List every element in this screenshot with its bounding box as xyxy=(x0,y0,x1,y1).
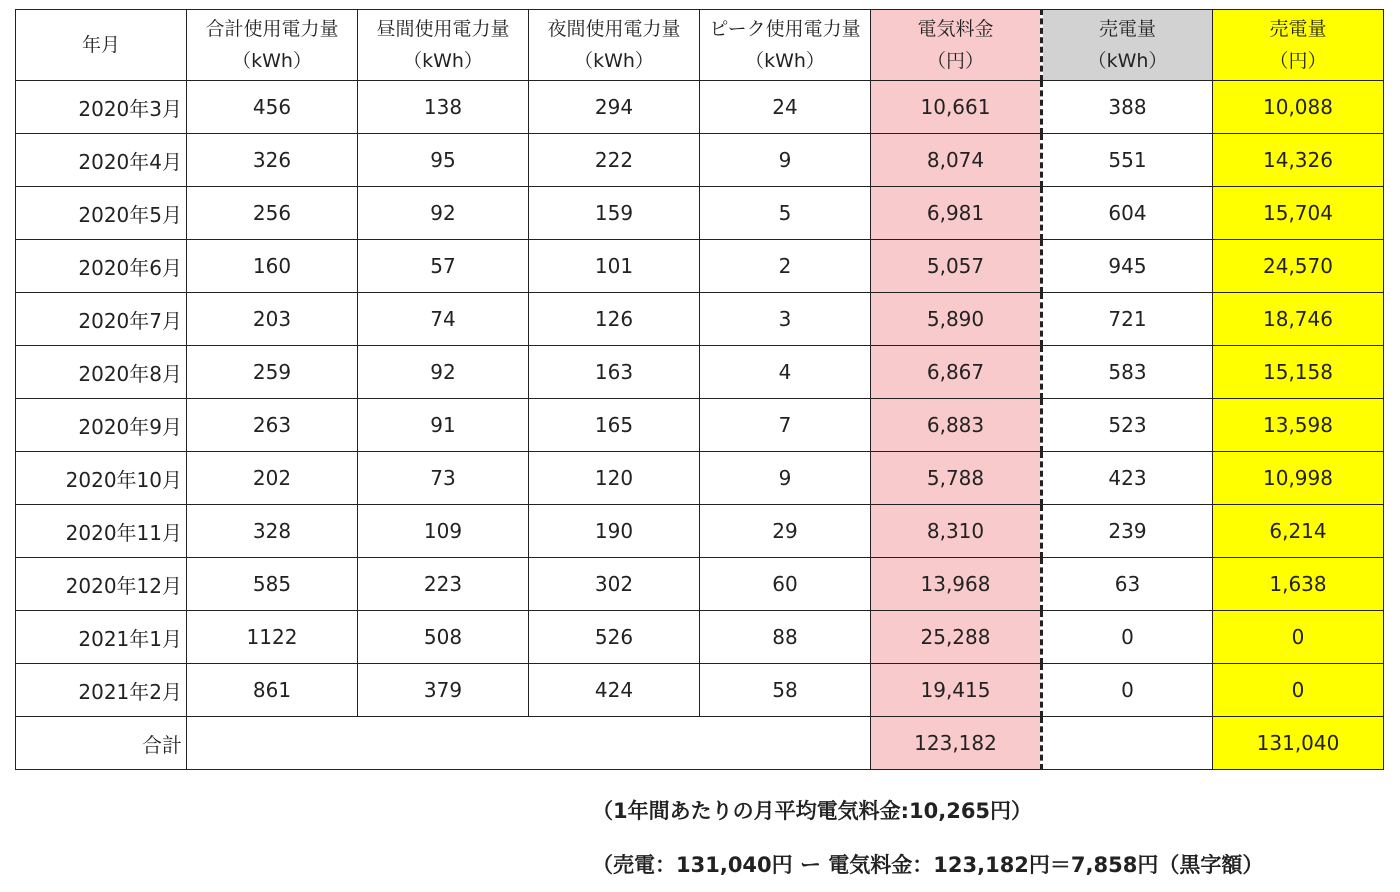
cell-electricity-cost: 6,981 xyxy=(871,187,1042,240)
table-row xyxy=(16,81,1384,134)
cell-night-usage: 302 xyxy=(529,558,700,611)
cell-night-usage: 222 xyxy=(529,134,700,187)
table-row xyxy=(16,664,1384,717)
balance-note: （売電：131,040円 ー 電気料金：123,182円＝7,858円（黒字額） xyxy=(592,853,1264,877)
cell-day-usage: 109 xyxy=(358,505,529,558)
cell-sold-yen: 24,570 xyxy=(1213,240,1384,293)
table-row xyxy=(16,452,1384,505)
total-electricity-cost: 123,182 xyxy=(871,717,1042,770)
cell-total-usage: 203 xyxy=(187,293,358,346)
table-row xyxy=(16,187,1384,240)
cell-total-usage: 585 xyxy=(187,558,358,611)
cell-month: 2020年5月 xyxy=(16,187,187,240)
cell-peak-usage: 4 xyxy=(700,346,871,399)
cell-sold-kwh: 523 xyxy=(1042,399,1213,452)
cell-sold-yen: 6,214 xyxy=(1213,505,1384,558)
cell-total-usage: 326 xyxy=(187,134,358,187)
cell-day-usage: 57 xyxy=(358,240,529,293)
cell-sold-yen: 10,088 xyxy=(1213,81,1384,134)
cell-month: 2021年2月 xyxy=(16,664,187,717)
cell-sold-yen: 10,998 xyxy=(1213,452,1384,505)
cell-total-usage: 861 xyxy=(187,664,358,717)
total-sold-yen: 131,040 xyxy=(1213,717,1384,770)
table-row xyxy=(16,505,1384,558)
cell-night-usage: 294 xyxy=(529,81,700,134)
cell-electricity-cost: 6,867 xyxy=(871,346,1042,399)
cell-total-usage: 256 xyxy=(187,187,358,240)
header-night-usage: 夜間使用電力量 （kWh） xyxy=(529,10,700,81)
cell-month: 2020年4月 xyxy=(16,134,187,187)
cell-sold-kwh: 63 xyxy=(1042,558,1213,611)
table-row xyxy=(16,558,1384,611)
table-row xyxy=(16,293,1384,346)
cell-electricity-cost: 8,310 xyxy=(871,505,1042,558)
cell-sold-yen: 13,598 xyxy=(1213,399,1384,452)
cell-night-usage: 159 xyxy=(529,187,700,240)
cell-day-usage: 379 xyxy=(358,664,529,717)
cell-total-usage: 160 xyxy=(187,240,358,293)
total-row xyxy=(16,717,1384,770)
cell-day-usage: 508 xyxy=(358,611,529,664)
cell-night-usage: 101 xyxy=(529,240,700,293)
cell-night-usage: 424 xyxy=(529,664,700,717)
cell-month: 2020年11月 xyxy=(16,505,187,558)
cell-total-usage: 263 xyxy=(187,399,358,452)
cell-month: 2020年12月 xyxy=(16,558,187,611)
header-peak-usage: ピーク使用電力量 （kWh） xyxy=(700,10,871,81)
cell-electricity-cost: 25,288 xyxy=(871,611,1042,664)
cell-electricity-cost: 6,883 xyxy=(871,399,1042,452)
cell-month: 2020年9月 xyxy=(16,399,187,452)
header-sold-kwh: 売電量 （kWh） xyxy=(1042,10,1213,81)
cell-sold-yen: 1,638 xyxy=(1213,558,1384,611)
cell-night-usage: 190 xyxy=(529,505,700,558)
monthly-average-note: （1年間あたりの月平均電気料金:10,265円） xyxy=(592,799,1033,823)
cell-night-usage: 120 xyxy=(529,452,700,505)
cell-day-usage: 74 xyxy=(358,293,529,346)
cell-day-usage: 95 xyxy=(358,134,529,187)
cell-electricity-cost: 8,074 xyxy=(871,134,1042,187)
cell-night-usage: 126 xyxy=(529,293,700,346)
cell-peak-usage: 58 xyxy=(700,664,871,717)
cell-sold-kwh: 239 xyxy=(1042,505,1213,558)
table-row xyxy=(16,240,1384,293)
table-row xyxy=(16,399,1384,452)
cell-total-usage: 202 xyxy=(187,452,358,505)
cell-day-usage: 92 xyxy=(358,346,529,399)
cell-electricity-cost: 13,968 xyxy=(871,558,1042,611)
cell-total-usage: 259 xyxy=(187,346,358,399)
total-blank xyxy=(187,717,871,770)
cell-month: 2020年3月 xyxy=(16,81,187,134)
cell-day-usage: 92 xyxy=(358,187,529,240)
cell-peak-usage: 2 xyxy=(700,240,871,293)
header-electricity-cost: 電気料金 （円） xyxy=(871,10,1042,81)
header-total-usage: 合計使用電力量 （kWh） xyxy=(187,10,358,81)
cell-night-usage: 526 xyxy=(529,611,700,664)
table-body xyxy=(16,81,1384,770)
cell-day-usage: 223 xyxy=(358,558,529,611)
cell-month: 2020年10月 xyxy=(16,452,187,505)
cell-sold-yen: 0 xyxy=(1213,664,1384,717)
cell-sold-yen: 15,158 xyxy=(1213,346,1384,399)
table-row xyxy=(16,134,1384,187)
cell-sold-kwh: 551 xyxy=(1042,134,1213,187)
header-sold-yen: 売電量 （円） xyxy=(1213,10,1384,81)
cell-month: 2020年6月 xyxy=(16,240,187,293)
cell-night-usage: 163 xyxy=(529,346,700,399)
cell-sold-kwh: 423 xyxy=(1042,452,1213,505)
cell-month: 2020年7月 xyxy=(16,293,187,346)
cell-month: 2021年1月 xyxy=(16,611,187,664)
total-sold-kwh-blank xyxy=(1042,717,1213,770)
cell-day-usage: 138 xyxy=(358,81,529,134)
cell-peak-usage: 24 xyxy=(700,81,871,134)
cell-total-usage: 456 xyxy=(187,81,358,134)
header-row xyxy=(16,10,1384,81)
cell-sold-kwh: 0 xyxy=(1042,611,1213,664)
table-row xyxy=(16,346,1384,399)
cell-peak-usage: 60 xyxy=(700,558,871,611)
cell-electricity-cost: 5,057 xyxy=(871,240,1042,293)
cell-electricity-cost: 10,661 xyxy=(871,81,1042,134)
cell-sold-yen: 15,704 xyxy=(1213,187,1384,240)
cell-peak-usage: 9 xyxy=(700,134,871,187)
header-day-usage: 昼間使用電力量 （kWh） xyxy=(358,10,529,81)
cell-total-usage: 1122 xyxy=(187,611,358,664)
header-month: 年月 xyxy=(16,10,187,81)
cell-sold-kwh: 0 xyxy=(1042,664,1213,717)
cell-sold-kwh: 604 xyxy=(1042,187,1213,240)
cell-peak-usage: 9 xyxy=(700,452,871,505)
cell-sold-kwh: 388 xyxy=(1042,81,1213,134)
electricity-usage-table xyxy=(15,9,1384,770)
cell-sold-yen: 0 xyxy=(1213,611,1384,664)
cell-electricity-cost: 19,415 xyxy=(871,664,1042,717)
cell-peak-usage: 88 xyxy=(700,611,871,664)
cell-night-usage: 165 xyxy=(529,399,700,452)
cell-sold-yen: 18,746 xyxy=(1213,293,1384,346)
cell-electricity-cost: 5,788 xyxy=(871,452,1042,505)
cell-day-usage: 91 xyxy=(358,399,529,452)
cell-peak-usage: 5 xyxy=(700,187,871,240)
cell-sold-kwh: 945 xyxy=(1042,240,1213,293)
cell-total-usage: 328 xyxy=(187,505,358,558)
cell-month: 2020年8月 xyxy=(16,346,187,399)
cell-electricity-cost: 5,890 xyxy=(871,293,1042,346)
cell-sold-yen: 14,326 xyxy=(1213,134,1384,187)
cell-sold-kwh: 583 xyxy=(1042,346,1213,399)
cell-peak-usage: 3 xyxy=(700,293,871,346)
cell-day-usage: 73 xyxy=(358,452,529,505)
table-row xyxy=(16,611,1384,664)
cell-peak-usage: 7 xyxy=(700,399,871,452)
cell-sold-kwh: 721 xyxy=(1042,293,1213,346)
total-label: 合計 xyxy=(16,717,187,770)
cell-peak-usage: 29 xyxy=(700,505,871,558)
